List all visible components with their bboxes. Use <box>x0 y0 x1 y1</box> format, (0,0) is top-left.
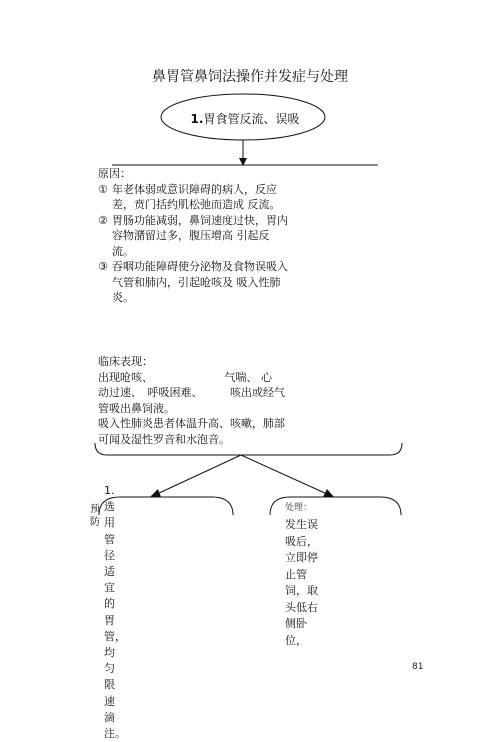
clinical-section <box>98 354 288 447</box>
clinical-line: 可闻及湿性罗音和水泡音。 <box>98 432 230 446</box>
cause-text: 年老体弱或意识障碍的病人，反应差，贲门括约肌松弛而造成 反流。 <box>112 182 281 211</box>
treatment-header: 处理： <box>285 503 313 513</box>
connector-right <box>241 455 327 494</box>
cause-number: ③ <box>98 260 108 273</box>
clinical-line: 出现呛咳、 气喘、 心 <box>98 370 272 384</box>
prevention-box-top <box>99 497 233 515</box>
cause-item <box>98 259 288 306</box>
cause-number: ② <box>98 213 108 227</box>
cause-text: 吞咽功能障碍使分泌物及食物误吸入气管和肺内，引起呛咳及 吸入性肺炎。 <box>112 260 288 304</box>
page-number: 81 <box>412 662 424 672</box>
connector-left <box>157 455 241 494</box>
causes-heading: 原因： <box>98 167 131 180</box>
complication-number: 1. <box>190 112 204 126</box>
complication-name: 胃食管反流、误吸 <box>203 112 300 126</box>
clinical-heading: 临床表现： <box>98 355 153 368</box>
clinical-line: 动过速、 呼吸困难、 咳出或经气 <box>98 386 285 399</box>
cause-item <box>98 182 288 213</box>
causes-section <box>98 166 288 306</box>
prevention-text: 1.选用管径适宜的胃管，均匀限速滴注。 <box>104 484 126 741</box>
clinical-line: 管吸出鼻饲液。 <box>98 401 175 415</box>
page-title: 鼻胃管鼻饲法操作并发症与处理 <box>152 69 348 85</box>
cause-number: ① <box>98 182 108 196</box>
prevention-label: 预防 <box>90 504 100 528</box>
complication-title <box>160 110 330 127</box>
arrow-head-left <box>150 489 161 497</box>
treatment-text: 发生误吸后，立即停止管饲，取头低右侧卧位， <box>285 518 318 647</box>
clinical-line: 吸入性肺炎患者体温升高、咳嗽，肺部 <box>98 417 285 430</box>
cause-item <box>98 213 288 260</box>
cause-text: 胃肠功能减弱，鼻饲速度过快，胃内容物潴留过多，腹压增高 引起反流。 <box>112 213 288 258</box>
